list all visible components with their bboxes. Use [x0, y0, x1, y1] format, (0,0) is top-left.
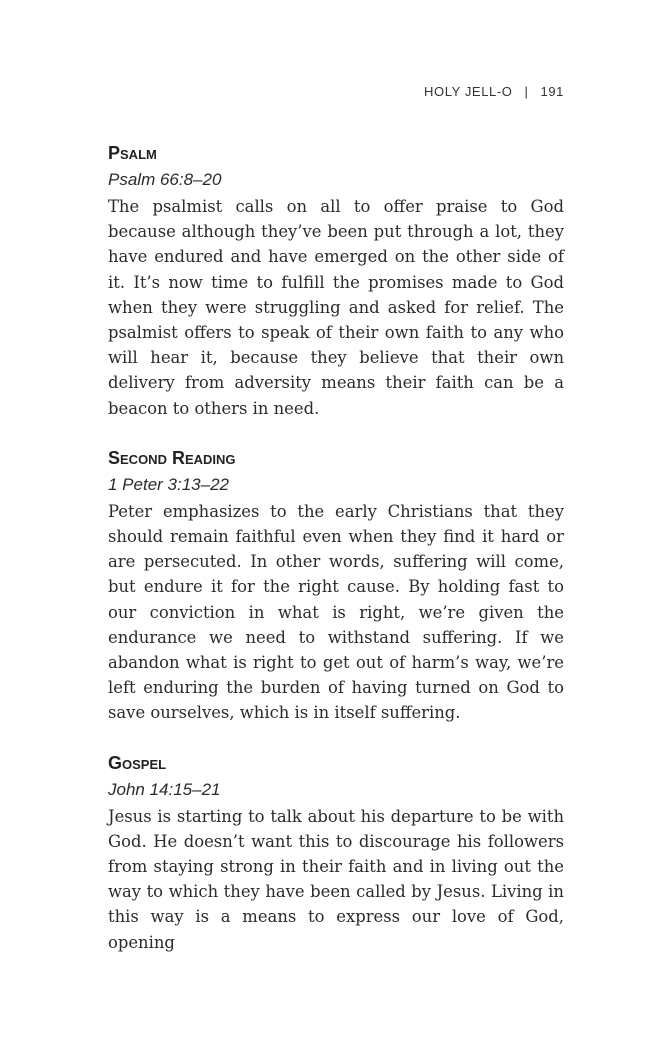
section-second-reading	[108, 445, 564, 726]
page-number: 191	[540, 84, 564, 99]
section-gospel	[108, 750, 564, 955]
section-title: Gospel	[108, 752, 167, 773]
page-content	[108, 140, 564, 979]
section-citation: 1 Peter 3:13–22	[108, 474, 229, 494]
section-citation: John 14:15–21	[108, 779, 221, 799]
section-citation: Psalm 66:8–20	[108, 170, 222, 189]
section-title: Second Reading	[108, 447, 236, 468]
section-title: Psalm	[108, 143, 157, 163]
section-psalm	[108, 140, 564, 421]
section-body: The psalmist calls on all to offer praise to God because although they’ve been put through a lot, they have endured and have emerged on the other side of it. It’s now time to fulfill the promises made to God when they were struggling and asked for relief. The psalmist offers to speak of their own faith to any who will hear it, because they believe that their own delivery from adversity means their faith can be a beacon to others in need.	[108, 197, 564, 418]
running-head	[380, 84, 564, 99]
running-title: HOLY JELL-O	[424, 84, 513, 99]
section-body: Peter emphasizes to the early Christians that they should remain faithful even when they find it hard or are persecuted. In other words, suffering will come, but endure it for the right cause. By holding fast to our conviction in what is right, we’re given the endurance we need to withstand suffering. If we abandon what is right to get out of harm’s way, we’re left enduring the burden of having turned on God to save ourselves, which is in itself suffering.	[108, 501, 564, 723]
header-separator: |	[524, 84, 529, 99]
section-body: Jesus is starting to talk about his departure to be with God. He doesn’t want this to discourage his followers from staying strong in their faith and in living out the way to which they have been called by Jesus. Living in this way is a means to express our love of God, opening	[108, 806, 564, 952]
